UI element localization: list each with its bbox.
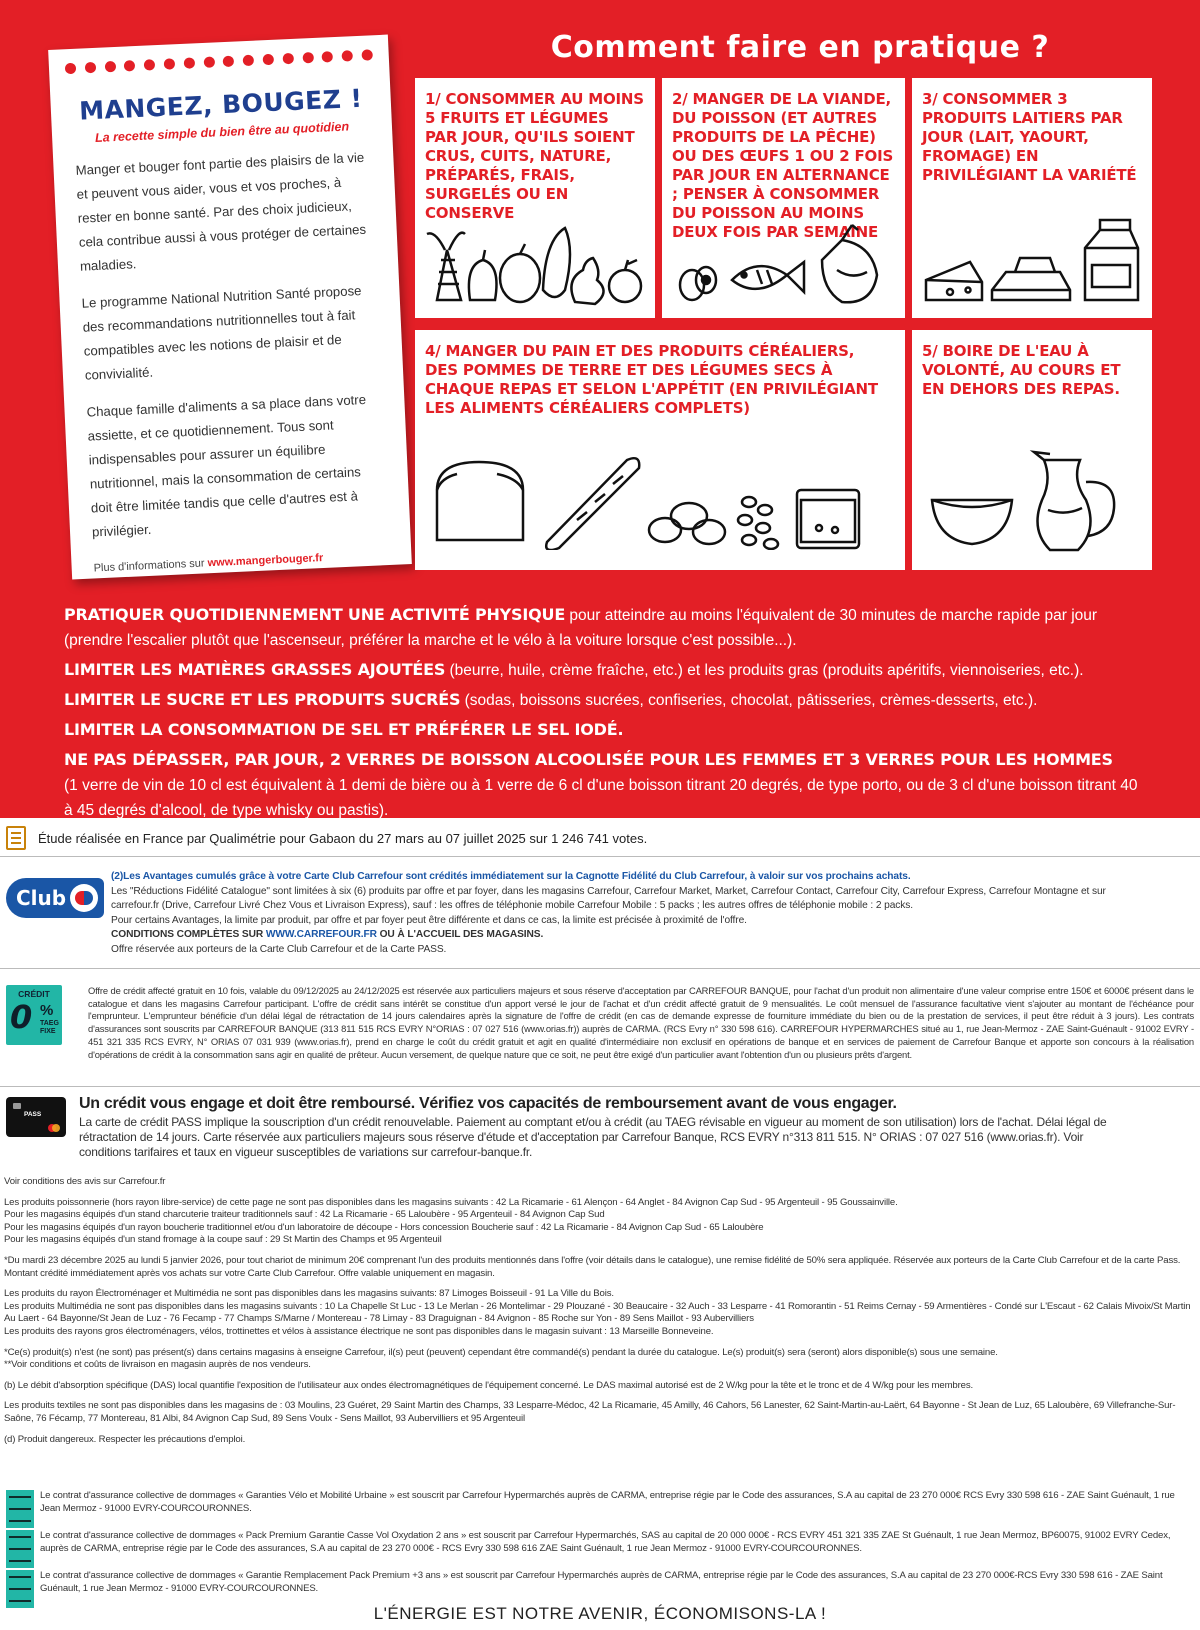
tip-text: 5/ BOIRE DE L'EAU À VOLONTÉ, AU COURS ET EN DEHORS DES REPAS.: [922, 342, 1121, 398]
insurance-text: Le contrat d'assurance collective de dommages « Garanties Vélo et Mobilité Urbaine » est souscrit par Carrefour Hypermarchés auprès de CARMA, entreprise régie par le Code des assurances, S.A au capital de 23 270 000€ RCS Evry 330 598 616 - ZAE Saint Guénault, 1 rue Jean Mermoz - 91000 EVRY-COURCOURONNES.: [40, 1490, 1175, 1514]
carrefour-link[interactable]: WWW.CARREFOUR.FR: [265, 929, 377, 940]
divider: [0, 1086, 1200, 1087]
club-line: [111, 928, 1191, 943]
legal-line: Voir conditions des avis sur Carrefour.fr: [4, 1176, 166, 1187]
card-subtitle: La recette simple du bien être au quotidien: [94, 119, 350, 145]
more-info-line: [93, 549, 389, 574]
tip-text: 2/ MANGER DE LA VIANDE, DU POISSON (ET AUTRES PRODUITS DE LA PÊCHE) OU DES ŒUFS 1 OU 2 FOIS PAR JOUR EN ALTERNANCE ; PENSER À CONSOMMER DU POISSON AU MOINS DEUX FOIS PAR SEMAINE: [672, 90, 894, 241]
legal-line: Les produits des rayons gros électroménagers, vélos, trottinettes et vélos à assistance électrique ne sont pas disponibles dans le magasin suivant : 13 Marseille Bonneveine.: [4, 1325, 714, 1337]
guidance-line: [64, 602, 1140, 653]
legal-notices: [4, 1176, 1194, 1446]
pass-card-conditions: [0, 1095, 1200, 1170]
pass-card-text: La carte de crédit PASS implique la souscription d'un crédit renouvelable. Paiement au comptant et/ou à crédit (au TAEG révisable en vigueur au moment de son utilisation) lors de l'achat. Délai légal de rétractation de 14 jours. Carte réservée aux particuliers majeurs sous réserve d'étude et d'acceptation par Carrefour Banque, RCS EVRY n°313 811 515. N° ORIAS : 07 027 516 (www.orias.fr). Voir conditions tarifaires et taux en vigueur susceptibles de variations sur carrefour-banque.fr.: [79, 1115, 1107, 1159]
card-paragraph: Manger et bouger font partie des plaisirs de la vie et peuvent vous aider, vous et vos proches, à rester en bonne santé. Par des choix judicieux, cela contribue aussi à vous protéger de certaines maladies.: [75, 149, 367, 274]
dairy-icon: [920, 210, 1145, 310]
insurance-row: [0, 1530, 1200, 1572]
badge-percent: %: [40, 1002, 54, 1019]
club-carrefour-logo: [6, 878, 104, 918]
club-conditions-text: [111, 870, 1191, 957]
guidance-line: [64, 657, 1140, 683]
guidance-heading: PRATIQUER QUOTIDIENNEMENT UNE ACTIVITÉ PHYSIQUE: [64, 605, 566, 624]
club-carrefour-conditions: [0, 860, 1200, 960]
guidance-heading: NE PAS DÉPASSER, PAR JOUR, 2 VERRES DE BOISSON ALCOOLISÉE POUR LES FEMMES ET 3 VERRES POUR LES HOMMES: [64, 750, 1113, 769]
club-line: Les "Réductions Fidélité Catalogue" sont limitées à six (6) produits par offre et par foyer, dans les magasins Carrefour, Carrefour Market, Market, Carrefour Contact, Carrefour City, Carrefour Express, Carrefour Montagne et sur: [111, 885, 1106, 897]
divider: [0, 856, 1200, 857]
legal-line: Pour les magasins équipés d'un rayon boucherie traditionnel et/ou d'un laboratoire de découpe - Hors concession Boucherie sauf : 42 La Ricamarie - 84 Avignon Cap Sud - 65 Laloubère: [4, 1221, 764, 1233]
insurance-row: [0, 1490, 1200, 1532]
legal-line: Pour les magasins équipés d'un stand charcuterie traiteur traditionnels sauf : 42 La Ricamarie - 65 Laloubère - 95 Argenteuil - 84 Avignon Cap Sud: [4, 1209, 605, 1221]
tip-text: 4/ MANGER DU PAIN ET DES PRODUITS CÉRÉALIERS, DES POMMES DE TERRE ET DES LÉGUMES SECS À CHAQUE REPAS ET SELON L'APPÉTIT (EN PRIVILÉGIANT LES ALIMENTS CÉRÉALIERS COMPLETS): [425, 342, 878, 417]
club-line: Pour certains Avantages, la limite par produit, par offre et par foyer peut être différente et dans ce cas, la limite est précisée à proximité de l'offre.: [111, 914, 747, 926]
legal-line: (d) Produit dangereux. Respecter les précautions d'emploi.: [4, 1433, 246, 1445]
card-chip-icon: [13, 1103, 21, 1109]
guidance-detail: pour atteindre au moins l'équivalent de 30 minutes de marche rapide par jour (prendre l'escalier plutôt que l'ascenseur, préférer la marche et le vélo à la voiture lorsque c'est possible...).: [64, 607, 1098, 649]
guidance-heading: LIMITER LES MATIÈRES GRASSES AJOUTÉES: [64, 660, 446, 679]
notepad-binding-holes: [65, 49, 373, 77]
credit-warning-heading: Un crédit vous engage et doit être remboursé. Vérifiez vos capacités de remboursement avant de vous engager.: [79, 1095, 897, 1112]
legal-line: Les produits Multimédia ne sont pas disponibles dans les magasins suivants : 10 La Chapelle St Luc - 13 Le Merlan - 26 Montelimar - 29 Plouzané - 30 Beaucaire - 32 Auch - 33 Lesparre - 41 Romorantin - 51 Reims Cernay - 59 Armentières - Condé sur L'Escaut - 62 Calais Mivoix/St Martin Au Laert - 64 Bayonne/St Jean de Luz - 76 Fecamp - 77 Champs S/Marne / Montereau - 78 Limay - 83 Draguignan - 84 Avignon - 85 Roche sur Yon - 89 Sens Maillot - 93 Aubervilliers: [4, 1300, 1191, 1325]
credit-offer-text: Offre de crédit affecté gratuit en 10 fois, valable du 09/12/2025 au 24/12/2025 est réservée aux particuliers majeurs et sous réserve d'acceptation par CARREFOUR BANQUE, pour l'achat d'un produit non alimentaire d'une valeur comprise entre 150€ et 6000€ présent dans le catalogue et dans les magasins Carrefour participant. L'offre de crédit sans intérêt se constitue d'un apport versé le jour de l'achat et d'un crédit affecté gratuit de 9 mensualités. Le coût mensuel de l'assurance facultative vient s'ajouter au montant de l'échéance pour l'emprunteur. L'emprunteur bénéficie d'un délai légal de rétractation de 14 jours calendaires après la signature de l'offre de crédit (en cas de demande expresse de fourniture immédiate du bien ou de la prestation de services, il peut être réduit à 3 jours). Les contrats d'assurances sont souscrits par CARREFOUR BANQUE (313 811 515 RCS EVRY N°ORIAS : 07 027 516 (www.orias.fr)) auprès de CARMA. (RCS Evry n° 330 598 616). CARREFOUR HYPERMARCHES situé au 1, rue Jean-Mermoz - ZAE Saint-Guénault - 91002 EVRY - 451 321 335 RCS EVRY, N° ORIAS 07 031 939 (www.orias.fr), prend en charge le coût du crédit gratuit et agit en qualité d'intermédiaire non exclusif en opérations de banque et en services de paiement de Carrefour Banque et apporte son concours à la réalisation d'opérations de crédit à la consommation sans agir en qualité de prêteur. Aucun versement, de quelque nature que ce soit, ne peut être exigé d'un particulier avant l'obtention d'un ou plusieurs prêts d'argent.: [88, 985, 1194, 1060]
tip-water: [912, 330, 1152, 570]
guidance-line: [64, 687, 1140, 713]
tip-meat-fish-eggs: [662, 78, 905, 318]
legal-line: Les produits du rayon Électroménager et Multimédia ne sont pas disponibles dans les magasins suivants: 87 Limoges Boisseuil - 91 La Ville du Bois.: [4, 1288, 614, 1300]
mangez-bougez-card: [48, 35, 412, 580]
guidance-line: [64, 717, 1140, 743]
club-conditions-label: CONDITIONS COMPLÈTES SUR: [111, 929, 266, 940]
footer-slogan: L'ÉNERGIE EST NOTRE AVENIR, ÉCONOMISONS-LA !: [373, 1604, 827, 1623]
badge-taeg: TAEG FIXE: [40, 1020, 59, 1035]
club-line: Offre réservée aux porteurs de la Carte Club Carrefour et de la Carte PASS.: [111, 943, 447, 955]
insurance-text: Le contrat d'assurance collective de dommages « Garantie Remplacement Pack Premium +3 ans » est souscrit par Carrefour Hypermarchés auprès de CARMA, entreprise régie par le Code des assurances, S.A au capital de 23 270 000€-RCS Evry 330 598 616 - ZAE Saint Guénault, 1 rue Jean Mermoz - 91000 EVRY-COURCOURONNES.: [40, 1570, 1163, 1594]
bread-cereals-icon: [427, 450, 887, 550]
guidance-detail: (sodas, boissons sucrées, confiseries, chocolat, pâtisseries, crèmes-desserts, etc.).: [460, 692, 1038, 709]
tip-dairy: [912, 78, 1152, 318]
more-info-label: Plus d'informations sur: [93, 557, 205, 575]
alcohol-equivalence-note: (1 verre de vin de 10 cl est équivalent à 1 demi de bière ou à 1 verre de 6 cl d'une boisson titrant 20 degrés, de type porto, ou de 3 cl d'une boisson titrant 40 à 45 degrés d'alcool, de type whisky ou pastis).: [64, 777, 1138, 819]
tip-text: 1/ CONSOMMER AU MOINS 5 FRUITS ET LÉGUMES PAR JOUR, QU'ILS SOIENT CRUS, CUITS, NATURE, PRÉPARÉS, FRAIS, SURGELÉS OU EN CONSERVE: [425, 90, 644, 222]
club-line: carrefour.fr (Drive, Carrefour Livré Chez Vous et Livraison Express), sauf : les offres de téléphonie mobile Carrefour Mobile : 5 packs ; les autres offres de téléphonie mobile : 2 packs.: [111, 900, 913, 911]
legal-line: *Ce(s) produit(s) n'est (ne sont) pas présent(s) dans certains magasins à enseigne Carrefour, il(s) peut (peuvent) cependant être commandé(s) pendant la durée du catalogue. Le(s) produit(s) sera (seront) alors disponible(s) sous une semaine.: [4, 1346, 998, 1358]
club-logo-text: Club: [16, 886, 67, 910]
guidance-heading: LIMITER LA CONSOMMATION DE SEL ET PRÉFÉRER LE SEL IODÉ.: [64, 720, 624, 739]
card-paragraph: Le programme National Nutrition Santé propose des recommandations nutritionnelles tout à fait compatibles avec les notions de plaisir et de convivialité.: [81, 283, 362, 383]
page-title: Comment faire en pratique ?: [550, 30, 1050, 65]
badge-label: CRÉDIT: [18, 989, 50, 999]
legal-line: Pour les magasins équipés d'un stand fromage à la coupe sauf : 29 St Martin des Champs et 95 Argenteuil: [4, 1234, 442, 1246]
legal-line: Les produits poissonnerie (hors rayon libre-service) de cette page ne sont pas disponibles dans les magasins suivants : 42 La Ricamarie - 61 Alençon - 64 Anglet - 84 Avignon Cap Sud - 95 Argenteuil - 95 Goussainville.: [4, 1196, 898, 1208]
clipboard-icon: [6, 826, 26, 850]
legal-line: *Du mardi 23 décembre 2025 au lundi 5 janvier 2026, pour tout chariot de minimum 20€ comprenant l'un des produits mentionnés dans l'offre (voir détails dans le catalogue), une remise fidélité de 50% sera appliquée. Réservée aux porteurs de la Carte Club Carrefour et de la carte Pass. Montant crédité immédiatement après vos achats sur votre Carte Club Carrefour. Offre valable uniquement en magasin.: [4, 1254, 1181, 1279]
legal-line: **Voir conditions et coûts de livraison en magasin auprès de nos vendeurs.: [4, 1359, 311, 1371]
eggs-fish-meat-icon: [672, 220, 897, 310]
study-notice: [0, 826, 1200, 854]
badge-value: 0: [10, 998, 33, 1036]
insurance-badge-icon: [6, 1490, 34, 1528]
guidance-detail: (beurre, huile, crème fraîche, etc.) et les produits gras (produits apéritifs, viennoiseries, etc.).: [445, 662, 1084, 679]
credit-offer-conditions: [0, 985, 1200, 1095]
insurance-text: Le contrat d'assurance collective de dommages « Pack Premium Garantie Casse Vol Oxydation 2 ans » est souscrit par Carrefour Hypermarchés, SAS au capital de 20 000 000€ - RCS EVRY 451 321 335 ZAE St Guénault, 1 rue Jean Mermoz, BP60075, 91002 EVRY Cedex, auprès de CARMA, entreprise régie par le Code des assurances, S.A au capital de 23 270 000€ - RCS Evry 330 598 616 ZAE Saint Guénault, 1 rue Jean Mermoz - 91000 EVRY-COURCOURONNES.: [40, 1530, 1171, 1554]
club-line: (2)Les Avantages cumulés grâce à votre Carte Club Carrefour sont crédités immédiatement sur la Cagnotte Fidélité du Club Carrefour, à valoir sur vos prochains achats.: [111, 871, 911, 882]
club-conditions-label: OU À L'ACCUEIL DES MAGASINS.: [376, 929, 544, 940]
insurance-badge-icon: [6, 1530, 34, 1568]
nutrition-guidance: [64, 602, 1140, 823]
guidance-line: [64, 747, 1140, 773]
credit-zero-percent-badge: [6, 985, 62, 1045]
legal-line: Les produits textiles ne sont pas disponibles dans les magasins de : 03 Moulins, 23 Guéret, 29 Saint Martin des Champs, 33 Lesparre-Médoc, 42 La Ricamarie, 45 Amilly, 46 Cahors, 56 Lanester, 62 Saint-Martin-au-Laërt, 64 Bayonne - St Jean de Luz, 65 Laloubère, 69 Villefranche-Sur-Saône, 76 Fécamp, 77 Montereau, 81 Albi, 84 Avignon Cap Sud, 89 Sens Voulx - Sens Maillot, 93 Aubervilliers et 95 Argenteuil: [4, 1400, 1176, 1424]
guidance-heading: LIMITER LE SUCRE ET LES PRODUITS SUCRÉS: [64, 690, 461, 709]
mastercard-icon: [48, 1124, 60, 1132]
legal-line: (b) Le débit d'absorption spécifique (DAS) local quantifie l'exposition de l'utilisateur aux ondes électromagnétiques de l'équipement concerné. Le DAS maximal autorisé est de 2 W/kg pour la tête et le tronc et de 4 W/kg pour les membres.: [4, 1379, 973, 1391]
tip-text: 3/ CONSOMMER 3 PRODUITS LAITIERS PAR JOUR (LAIT, YAOURT, FROMAGE) EN PRIVILÉGIANT LA VARIÉTÉ: [922, 90, 1137, 184]
fruits-vegetables-icon: [425, 220, 645, 310]
divider: [0, 968, 1200, 969]
carrefour-logo-icon: [70, 884, 98, 912]
card-label: PASS: [24, 1111, 42, 1118]
study-text: Étude réalisée en France par Qualimétrie pour Gabaon du 27 mars au 07 juillet 2025 sur 1 246 741 votes.: [38, 831, 648, 846]
tip-bread-cereals: [415, 330, 905, 570]
mangerbouger-link[interactable]: www.mangerbouger.fr: [207, 552, 324, 570]
water-jug-icon: [920, 440, 1145, 560]
card-paragraph: Chaque famille d'aliments a sa place dans votre assiette, et ce quotidiennement. Tous sont indispensables pour assurer un équilibre nutritionnel, mais la consommation de certains doit être limitée tandis que celle d'autres est à privilégier.: [86, 391, 367, 540]
card-title: MANGEZ, BOUGEZ !: [78, 83, 364, 126]
pass-card-image: [6, 1097, 66, 1137]
tip-fruits-vegetables: [415, 78, 655, 318]
insurance-badge-icon: [6, 1570, 34, 1608]
